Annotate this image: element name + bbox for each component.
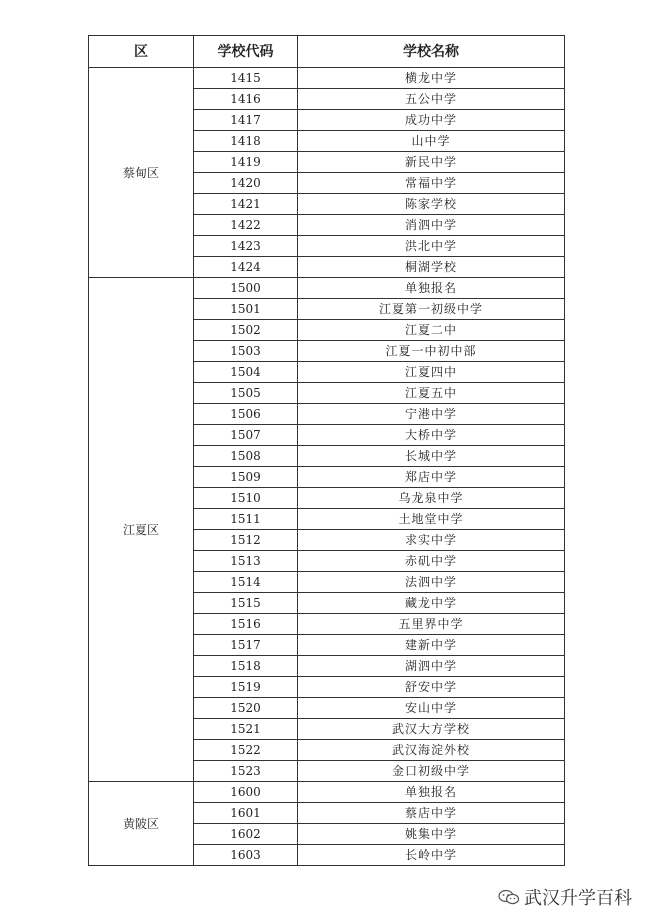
school-code-cell: 1417 xyxy=(194,110,298,131)
header-district: 区 xyxy=(89,36,194,68)
school-code-cell: 1519 xyxy=(194,677,298,698)
school-name-cell: 武汉海淀外校 xyxy=(298,740,565,761)
school-code-cell: 1522 xyxy=(194,740,298,761)
school-name-cell: 大桥中学 xyxy=(298,425,565,446)
school-code-cell: 1507 xyxy=(194,425,298,446)
table-header-row xyxy=(89,36,565,68)
school-code-cell: 1500 xyxy=(194,278,298,299)
school-name-cell: 江夏四中 xyxy=(298,362,565,383)
school-code-cell: 1523 xyxy=(194,761,298,782)
school-name-cell: 洪北中学 xyxy=(298,236,565,257)
school-code-cell: 1419 xyxy=(194,152,298,173)
school-code-cell: 1415 xyxy=(194,68,298,89)
school-code-cell: 1516 xyxy=(194,614,298,635)
school-name-cell: 山中学 xyxy=(298,131,565,152)
school-name-cell: 宁港中学 xyxy=(298,404,565,425)
school-code-cell: 1420 xyxy=(194,173,298,194)
school-name-cell: 乌龙泉中学 xyxy=(298,488,565,509)
school-name-cell: 长城中学 xyxy=(298,446,565,467)
school-name-cell: 单独报名 xyxy=(298,278,565,299)
school-code-cell: 1416 xyxy=(194,89,298,110)
school-name-cell: 舒安中学 xyxy=(298,677,565,698)
school-name-cell: 湖泗中学 xyxy=(298,656,565,677)
school-code-cell: 1600 xyxy=(194,782,298,803)
school-name-cell: 新民中学 xyxy=(298,152,565,173)
table-row xyxy=(89,68,565,89)
school-code-cell: 1513 xyxy=(194,551,298,572)
school-name-cell: 姚集中学 xyxy=(298,824,565,845)
school-name-cell: 单独报名 xyxy=(298,782,565,803)
school-name-cell: 建新中学 xyxy=(298,635,565,656)
school-code-cell: 1514 xyxy=(194,572,298,593)
school-name-cell: 五公中学 xyxy=(298,89,565,110)
school-name-cell: 金口初级中学 xyxy=(298,761,565,782)
school-code-cell: 1503 xyxy=(194,341,298,362)
school-name-cell: 长岭中学 xyxy=(298,845,565,866)
school-name-cell: 五里界中学 xyxy=(298,614,565,635)
school-code-cell: 1518 xyxy=(194,656,298,677)
school-code-cell: 1508 xyxy=(194,446,298,467)
watermark xyxy=(498,885,632,909)
school-name-cell: 陈家学校 xyxy=(298,194,565,215)
school-code-cell: 1512 xyxy=(194,530,298,551)
school-code-cell: 1601 xyxy=(194,803,298,824)
school-name-cell: 江夏一中初中部 xyxy=(298,341,565,362)
header-school-code: 学校代码 xyxy=(194,36,298,68)
header-school-name: 学校名称 xyxy=(298,36,565,68)
school-code-cell: 1505 xyxy=(194,383,298,404)
school-name-cell: 蔡店中学 xyxy=(298,803,565,824)
school-name-cell: 江夏二中 xyxy=(298,320,565,341)
district-cell: 江夏区 xyxy=(89,278,194,782)
school-code-cell: 1515 xyxy=(194,593,298,614)
school-name-cell: 江夏五中 xyxy=(298,383,565,404)
school-code-cell: 1509 xyxy=(194,467,298,488)
school-code-cell: 1421 xyxy=(194,194,298,215)
table-row xyxy=(89,278,565,299)
district-cell: 蔡甸区 xyxy=(89,68,194,278)
school-name-cell: 江夏第一初级中学 xyxy=(298,299,565,320)
school-code-cell: 1510 xyxy=(194,488,298,509)
school-code-cell: 1502 xyxy=(194,320,298,341)
school-code-cell: 1418 xyxy=(194,131,298,152)
district-cell: 黄陂区 xyxy=(89,782,194,866)
school-name-cell: 桐湖学校 xyxy=(298,257,565,278)
school-name-cell: 成功中学 xyxy=(298,110,565,131)
school-code-cell: 1424 xyxy=(194,257,298,278)
school-name-cell: 消泗中学 xyxy=(298,215,565,236)
school-code-cell: 1423 xyxy=(194,236,298,257)
school-name-cell: 武汉大方学校 xyxy=(298,719,565,740)
school-name-cell: 法泗中学 xyxy=(298,572,565,593)
watermark-text: 武汉升学百科 xyxy=(524,888,632,909)
wechat-icon xyxy=(498,889,520,905)
school-code-cell: 1504 xyxy=(194,362,298,383)
school-code-cell: 1501 xyxy=(194,299,298,320)
table-body xyxy=(89,68,565,866)
school-code-cell: 1520 xyxy=(194,698,298,719)
school-code-cell: 1511 xyxy=(194,509,298,530)
school-name-cell: 安山中学 xyxy=(298,698,565,719)
school-code-cell: 1602 xyxy=(194,824,298,845)
school-name-cell: 横龙中学 xyxy=(298,68,565,89)
school-code-cell: 1506 xyxy=(194,404,298,425)
school-code-cell: 1517 xyxy=(194,635,298,656)
school-code-cell: 1422 xyxy=(194,215,298,236)
table-row xyxy=(89,782,565,803)
school-name-cell: 常福中学 xyxy=(298,173,565,194)
school-name-cell: 赤矶中学 xyxy=(298,551,565,572)
school-code-cell: 1521 xyxy=(194,719,298,740)
school-code-table xyxy=(88,35,565,866)
school-code-cell: 1603 xyxy=(194,845,298,866)
school-name-cell: 求实中学 xyxy=(298,530,565,551)
school-name-cell: 郑店中学 xyxy=(298,467,565,488)
school-name-cell: 藏龙中学 xyxy=(298,593,565,614)
school-name-cell: 土地堂中学 xyxy=(298,509,565,530)
